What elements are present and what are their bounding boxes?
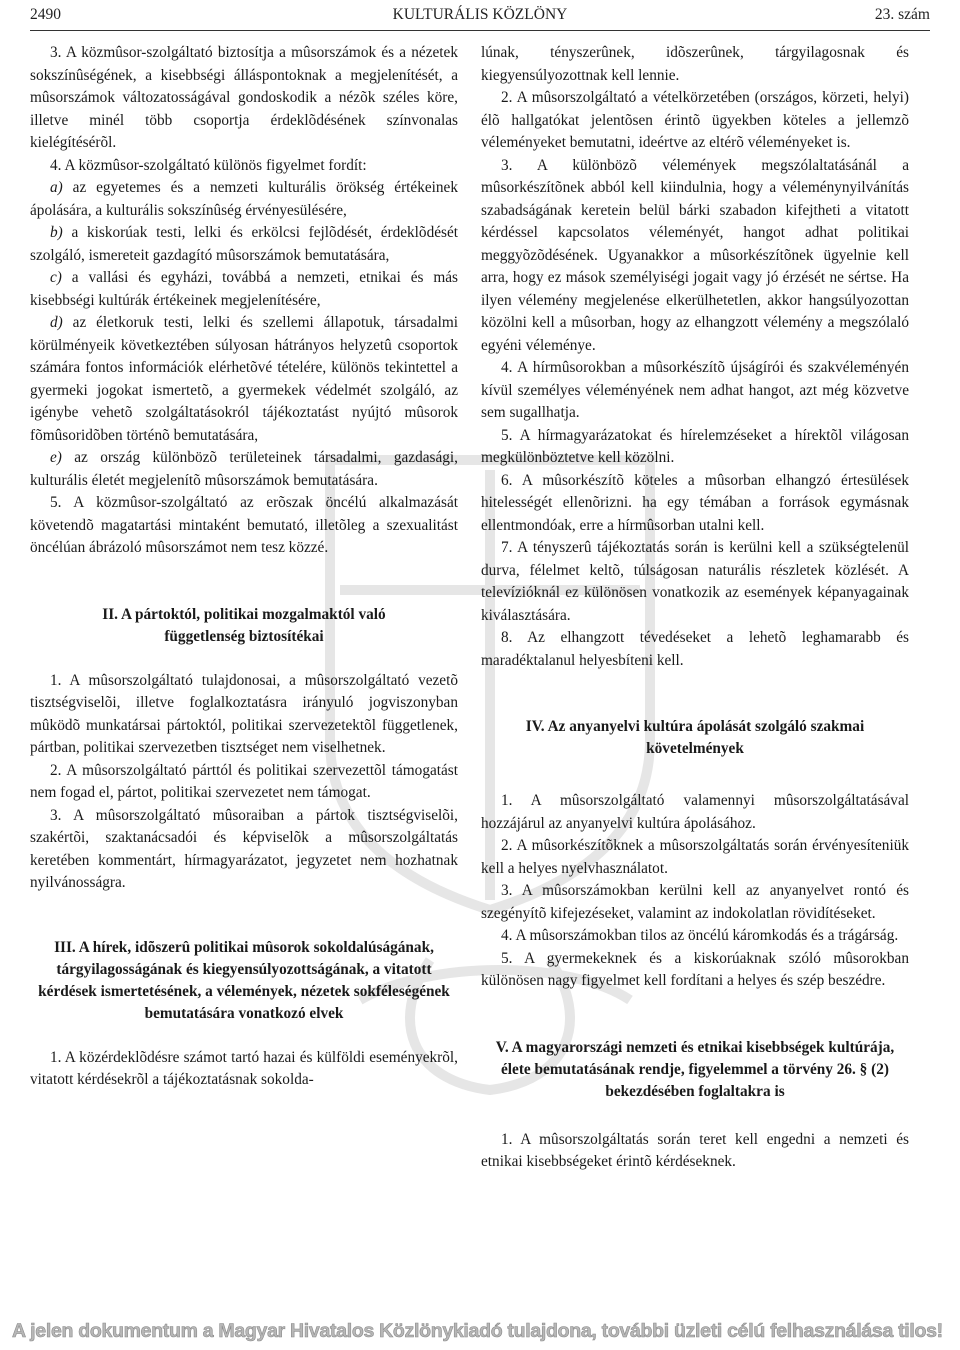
paragraph: 2. A mûsorszolgáltató párttól és politikai szervezettõl támogatást nem fogad el, pártot, politikai szervezetet nem támogat. bbox=[30, 761, 458, 801]
list-item bbox=[30, 447, 458, 492]
paragraph: 2. A mûsorkészítõknek a mûsorszolgáltatás során érvényesíteniük kell a helyes nyelvhasználatot. bbox=[481, 837, 909, 877]
copyright-notice: A jelen dokumentum a Magyar Hivatalos Közlönykiadó tulajdona, további üzleti célú felhasználása tilos! bbox=[12, 1320, 943, 1342]
paragraph: 2. A mûsorszolgáltató a vételkörzetében (országos, körzeti, helyi) élõ hallgatókat jelentõsen érintõ ügyekben köteles a jellemzõ véleményeket bemutatni, ideértve az eltérõ véleményeket is. bbox=[481, 89, 909, 151]
paragraph: 1. A mûsorszolgáltató tulajdonosai, a mûsorszolgáltató vezetõ tisztségviselõi, illetve foglalkoztatásra irányuló jogviszonyban mûködõ munkatársai pártoktól, politikai szervezetektõl függetlenek, pártban, politikai szervezetben tisztséget nem viselhetnek. bbox=[30, 671, 458, 756]
paragraph: 8. Az elhangzott tévedéseket a lehetõ leghamarabb és maradéktalanul helyesbíteni kell. bbox=[481, 629, 909, 669]
paragraph: lúnak, tényszerûnek, idõszerûnek, tárgyilagosnak és kiegyensúlyozottnak kell lennie. bbox=[481, 44, 909, 84]
section-heading-iv: IV. Az anyanyelvi kultúra ápolását szolgáló szakmai követelmények bbox=[525, 718, 865, 757]
paragraph: 7. A tényszerû tájékoztatás során is kerülni kell a szükségtelenül durva, félelmet keltõ, túlságosan naturális részletek közlését. A televízióknál ez különösen vonatkozik az események képanyagainak kiválasztására. bbox=[481, 539, 909, 624]
list-item-text: az ország különbözõ területeinek társadalmi, gazdasági, kulturális életét megjelenítõ mûsorszámok bemutatására. bbox=[30, 449, 458, 489]
list-label: b) bbox=[50, 224, 63, 241]
paragraph: 4. A hírmûsorokban a mûsorkészítõ újságírói és szakvéleményén kívül személyes véleményének nem adhat hangot, azt még közvetve sem sugallhatja. bbox=[481, 359, 909, 421]
section-heading-ii: II. A pártoktól, politikai mozgalmaktól való függetlenség biztosítékai bbox=[102, 605, 386, 645]
list-item bbox=[30, 222, 458, 267]
list-item-text: az egyetemes és a nemzeti kulturális örökség értékeinek ápolására, a kulturális sokszínûség érvényesülésére, bbox=[30, 179, 458, 219]
list-label: a) bbox=[50, 179, 63, 196]
list-label: e) bbox=[50, 449, 62, 466]
paragraph: 3. A közmûsor-szolgáltató biztosítja a mûsorszámok és a nézetek sokszínûségének, a kisebbségi álláspontoknak a megjelenítését, a mûsorszámok változatosságával gondoskodik a nézõk széles köre, illetve minél több csoportja érdeklõdésének színvonalas kielégítésérõl. bbox=[30, 44, 458, 151]
paragraph: 1. A mûsorszolgáltató valamennyi mûsorszolgáltatásával hozzájárul az anyanyelvi kultúra ápolásához. bbox=[481, 792, 909, 832]
list-item-text: a vallási és egyházi, továbbá a nemzeti, etnikai és más kisebbségi kultúrák értékeinek megjelenítésére, bbox=[30, 269, 458, 309]
right-column bbox=[481, 42, 909, 1174]
paragraph: 3. A mûsorszolgáltató mûsoraiban a pártok tisztségviselõi, szakértõi, szaktanácsadói és képviselõk a mûsorszolgáltatás keretében kommentárt, hírmagyarázatot, jegyzetet nem hozhatnak nyilvánosságra. bbox=[30, 806, 458, 891]
left-column bbox=[30, 42, 458, 1092]
page-number: 2490 bbox=[30, 6, 61, 23]
list-item bbox=[30, 312, 458, 447]
journal-title: KULTURÁLIS KÖZLÖNY bbox=[392, 6, 568, 23]
paragraph: 6. A mûsorkészítõ köteles a mûsorban elhangzó értesülések hitelességét ellenõrizni. ha egy témában a források egymásnak ellentmondóak, erre a hírmûsorban utalni kell. bbox=[481, 471, 909, 534]
list-item bbox=[30, 177, 458, 222]
section-heading-iii: III. A hírek, idõszerû politikai mûsorok sokoldalúságának, tárgyilagosságának és kiegyensúlyozottságának, a vitatott kérdések ismertetésének, a vélemények, nézetek sokféleségének bemutatására vonatkozó elvek bbox=[38, 938, 450, 1022]
paragraph: 4. A mûsorszámokban tilos az öncélú káromkodás és a trágárság. bbox=[501, 927, 899, 944]
issue-number: 23. szám bbox=[874, 6, 930, 23]
paragraph: 5. A közmûsor-szolgáltató az erõszak öncélú alkalmazását követendõ magatartási mintaként bemutató, illetõleg a szexualitást öncélúan ábrázoló mûsorszámot nem tesz közzé. bbox=[30, 494, 458, 556]
list-item-text: az életkoruk testi, lelki és szellemi állapotuk, társadalmi körülményeik következtében súlyosan hátrányos helyzetû csoportok számára fontos információk elérhetõvé tételére, különös tekintettel a gyermeki jogokat ismertetõ, a gyermekek védelmét szolgáló, az igénybe vehetõ szolgáltatásokról tájékoztatást nyújtó mûsorok fõmûsoridõben történõ bemutatására, bbox=[30, 314, 458, 444]
list-item-text: a kiskorúak testi, lelki és erkölcsi fejlõdését, érdeklõdését szolgáló, ismereteit gazdagító mûsorszámok bemutatására, bbox=[30, 224, 458, 264]
list-item bbox=[30, 267, 458, 312]
paragraph: 3. A különbözõ vélemények megszólaltatásánál a mûsorkészítõnek abból kell kiindulnia, hogy a véleménynyilvánítás szabadságának keretein belül bárki szabadon kifejtheti a vitatott kérdéssel kapcsolatos véleményét, hangot adhat politikai meggyõzõdésének. Ugyanakkor a mûsorkészítõnek ügyelnie kell arra, hogy ez mások személyiségi jogait vagy jó érzését ne sértse. Ha ilyen vélemény megjelenése elkerülhetetlen, akkor hangsúlyozottan közölni kell a mûsorban, hogy az elhangzott vélemény a megszólaló egyéni véleménye. bbox=[481, 156, 909, 354]
paragraph: 5. A hírmagyarázatokat és hírelemzéseket a hírektõl világosan megkülönböztetve kell közölni. bbox=[481, 426, 909, 466]
paragraph: 4. A közmûsor-szolgáltató különös figyelmet fordít: bbox=[50, 156, 367, 174]
paragraph: 5. A gyermekeknek és a kiskorúaknak szóló mûsorokban különösen nagy figyelmet kell fordítani a helyes és szép beszédre. bbox=[481, 949, 909, 989]
section-heading-v: V. A magyarországi nemzeti és etnikai kisebbségek kultúrája, élete bemutatásának rendje, figyelemmel a törvény 26. § (2) bekezdésében foglaltakra is bbox=[495, 1038, 895, 1100]
list-label: c) bbox=[50, 269, 62, 286]
paragraph: 1. A közérdeklõdésre számot tartó hazai és külföldi eseményekrõl, vitatott kérdésekrõl a tájékoztatásnak sokolda- bbox=[30, 1048, 458, 1088]
paragraph: 3. A mûsorszámokban kerülni kell az anyanyelvet rontó és szegényítõ kifejezéseket, valamint az indokolatlan rövidítéseket. bbox=[481, 882, 909, 922]
list-label: d) bbox=[50, 314, 63, 331]
header-rule bbox=[30, 30, 930, 31]
paragraph: 1. A mûsorszolgáltatás során teret kell engedni a nemzeti és etnikai kisebbségeket érintõ kérdéseknek. bbox=[481, 1130, 909, 1170]
